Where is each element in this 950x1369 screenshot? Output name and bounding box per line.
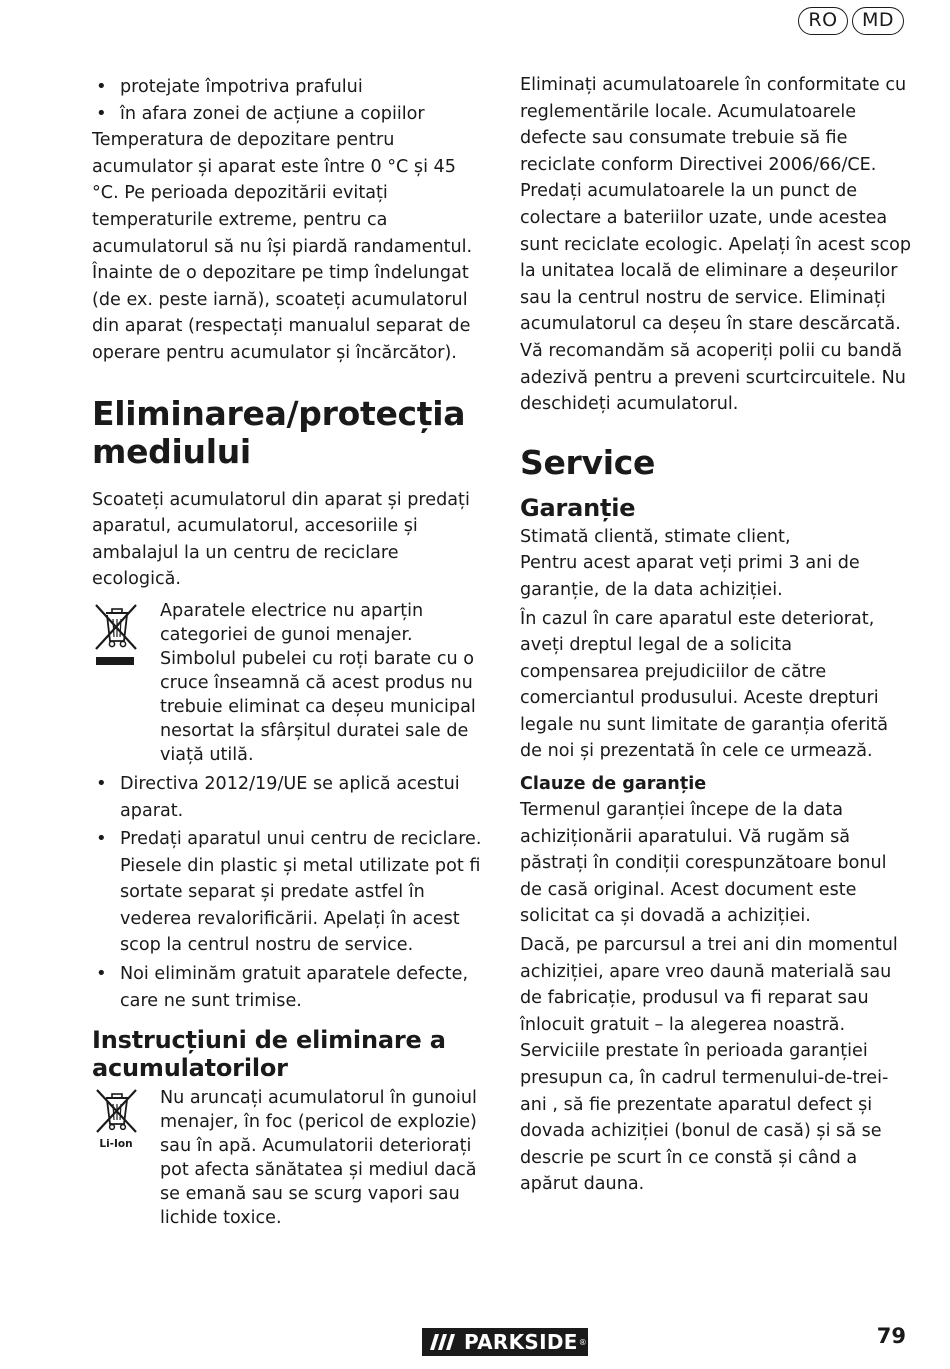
parkside-logo bbox=[422, 1328, 588, 1356]
battery-disposal-notice bbox=[92, 1086, 484, 1230]
weee-notice bbox=[92, 599, 484, 767]
li-ion-label: Li-Ion bbox=[99, 1138, 133, 1151]
crossed-bin-icon bbox=[92, 599, 146, 673]
guarantee-heading: Garanție bbox=[520, 493, 636, 522]
right-column bbox=[520, 72, 912, 1198]
list-item: • Directiva 2012/19/UE se aplică acestui aparat. bbox=[92, 771, 484, 824]
list-item: • Noi eliminăm gratuit aparatele defecte, care ne sunt trimise. bbox=[92, 961, 484, 1014]
storage-bullet-list bbox=[92, 74, 484, 127]
weee-text: Aparatele electrice nu aparțin categoriei de gunoi menajer. Simbolul pubelei cu roți barate cu o cruce înseamnă că acest produs nu trebuie eliminat ca deșeu municipal nesortat la sfârșitul duratei sale de viață utilă. bbox=[160, 600, 476, 765]
environment-intro-paragraph: Scoateți acumulatorul din aparat și predați aparatul, acumulatorul, accesoriile și ambalajul la un centru de reciclare ecologică. bbox=[92, 489, 470, 590]
battery-disposal-heading: Instrucțiuni de eliminare a acumulatorilor bbox=[92, 1026, 446, 1083]
page-number: 79 bbox=[876, 1324, 906, 1348]
guarantee-clauses-heading: Clauze de garanție bbox=[520, 774, 707, 795]
service-heading: Service bbox=[520, 442, 656, 482]
environment-heading: Eliminarea/protecția mediului bbox=[92, 393, 466, 471]
environment-bullet-list bbox=[92, 771, 484, 1014]
list-item: • în afara zonei de acțiune a copiilor bbox=[92, 101, 484, 128]
language-badges bbox=[798, 7, 904, 35]
list-item: • Predați aparatul unui centru de reciclare. Piesele din plastic și metal utilizate pot fi sortate separat și predate astfel în vederea revalorificării. Apelați în acest scop la centrul nostru de service. bbox=[92, 826, 484, 959]
registered-mark: ® bbox=[578, 1337, 587, 1347]
li-ion-bin-icon bbox=[92, 1086, 146, 1154]
storage-long-term-paragraph: Înainte de o depozitare pe timp îndelungat (de ex. peste iarnă), scoateți acumulatorul din aparat (respectați manualul separat de operare pentru acumulator și încărcător). bbox=[92, 263, 471, 363]
guarantee-period: Pentru acest aparat veți primi 3 ani de garanție, de la data achiziției. bbox=[520, 553, 860, 600]
language-badge-ro: RO bbox=[798, 7, 848, 35]
guarantee-clauses-paragraph-2: Dacă, pe parcursul a trei ani din momentul achiziției, apare vreo daună materială sau de fabricație, produsul va fi reparat sau înlocuit gratuit – la alegerea noastră. Serviciile prestate în perioada garanției presupun ca, în cadrul termenului-de-trei-ani , să fie prezentate aparatul defect și dovada achiziției (bonul de casă) și să se descrie pe scurt în ce constă și când a apărut dauna. bbox=[520, 935, 898, 1195]
battery-disposal-continued: Eliminați acumulatoarele în conformitate cu reglementările locale. Acumulatoarele defecte sau consumate trebuie să fie reciclate conform Directivei 2006/66/CE. Predați acumulatoarele la un punct de colectare a bateriilor uzate, unde acestea sunt reciclate ecologic. Apelați în acest scop la unitatea locală de eliminare a deșeurilor sau la centrul nostru de service. Eliminați acumulatorul ca deșeu în stare descărcată. Vă recomandăm să acoperiți polii cu bandă adezivă pentru a preveni scurtcircuitele. Nu deschideți acumulatorul. bbox=[520, 75, 912, 415]
slashes-icon bbox=[422, 1328, 462, 1356]
guarantee-clauses-paragraph-1: Termenul garanției începe de la data achiziționării aparatului. Vă rugăm să păstrați în condiții corespunzătoare bonul de casă original. Acest document este solicitat ca și dovadă a achiziției. bbox=[520, 800, 887, 927]
list-item: • protejate împotriva prafului bbox=[92, 74, 484, 101]
battery-disposal-text: Nu aruncați acumulatorul în gunoiul menajer, în foc (pericol de explozie) sau în apă. Acumulatorii deteriorați pot afecta sănătatea și mediul dacă se emană sau se scurg vapori sau lichide toxice. bbox=[160, 1088, 477, 1229]
storage-temperature-paragraph: Temperatura de depozitare pentru acumulator și aparat este între 0 °C și 45 °C. Pe perioada depozitării evitați temperaturile extreme, pentru ca acumulatorul să nu își piardă randamentul. bbox=[92, 130, 473, 257]
guarantee-legal-rights: În cazul în care aparatul este deteriorat, aveți dreptul legal de a solicita compensarea prejudiciilor de către comerciantul produsului. Aceste drepturi legale nu sunt limitate de garanția oferită de noi și prezentată în cele ce urmează. bbox=[520, 608, 889, 762]
left-column bbox=[92, 72, 484, 1230]
language-badge-md: MD bbox=[852, 7, 904, 35]
brand-name: PARKSIDE bbox=[464, 1330, 578, 1354]
guarantee-greeting: Stimată clientă, stimate client, bbox=[520, 526, 791, 547]
